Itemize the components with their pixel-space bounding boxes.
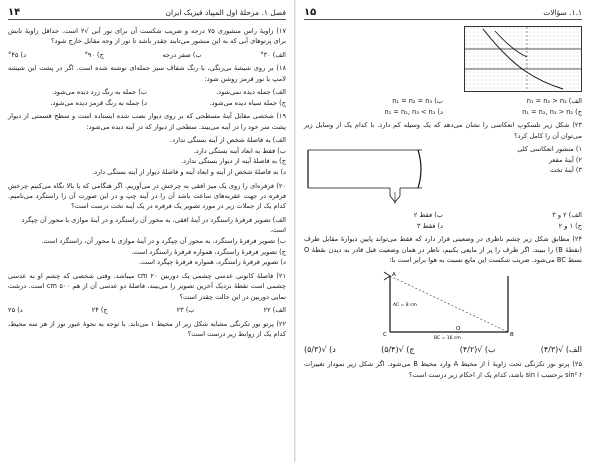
option: ب) صفر درجه xyxy=(162,50,202,59)
question-23: ۲۳) شکل زیر تلسکوپ انعکاسی را نشان می‌دهد که یک وسیله کم دارد. با کدام یک از وسایل زیر می‌توان آن را کامل کرد؟ xyxy=(304,121,582,140)
option: ج) ۲۴ xyxy=(91,306,108,314)
page-number: ۱۴ xyxy=(8,7,21,18)
option: ب) فقط ۲ xyxy=(413,211,443,219)
question-18: ۱۸) بر روی شیشهٔ بی‌رنگی، با رنگ شفاف سبز جمله‌ای نوشته شده است. اگر در پشت این شیشه لامپ با نور قرمز روشن شود: xyxy=(8,64,286,83)
question-19: ۱۹) شخصی مقابل آینهٔ مسطحی که بر روی دیوار نصب شده ایستاده است و سطح قسمتی از دیوار پشت سر خود را در آینه می‌بیند. سطحی از دیوار که در آینه دیده می‌شود: xyxy=(8,112,286,131)
option: د) n₁ = n₂, n₃ < n₂ xyxy=(384,107,443,116)
option: د) ۴۵° xyxy=(8,50,27,59)
label-ac: AC = 8 cm xyxy=(393,303,417,309)
question-23-options xyxy=(304,210,582,231)
option: الف) ۲۲ xyxy=(263,306,286,314)
label-a: A xyxy=(392,272,396,279)
option: ج) ۱ و ۲ xyxy=(558,221,582,230)
option: ج) ۹۰° xyxy=(84,50,104,59)
question-23-body xyxy=(304,144,582,206)
option: الف) √(۴/۳) xyxy=(540,345,582,355)
option: ج) به فاصلهٔ آینه از دیوار بستگی ندارد. xyxy=(181,157,286,166)
option: ب) ۲۳ xyxy=(176,306,195,314)
question-25: ۲۵) پرتو نور تکرنگی تحت زاویهٔ i از محیط A وارد محیط B می‌شود. اگر شکل زیر نمودار تغییرات sin² r برحسب sin i باشد، کدام یک از احکام زیر درست است؟ xyxy=(304,360,582,379)
option: د) جمله به رنگ قرمز دیده می‌شود. xyxy=(50,98,147,107)
option: د) ۲۵ xyxy=(8,306,23,314)
question-18-options xyxy=(8,87,286,108)
label-c: C xyxy=(383,332,387,339)
list-item: ۱) منشور انعکاسی کلی xyxy=(517,145,582,153)
option: ب) جمله به رنگ زرد دیده می‌شود. xyxy=(51,88,147,97)
running-title: فصل ۱. مرحلهٔ اول المپیاد فیزیک ایران xyxy=(165,8,286,17)
option: ج) √(۵/۴) xyxy=(381,345,415,355)
label-bc: BC = 16 cm xyxy=(434,336,461,341)
question-23-items xyxy=(517,144,582,176)
option: ج) جمله سیاه دیده می‌شود. xyxy=(209,98,286,107)
question-17-options xyxy=(8,50,286,61)
question-21: ۲۱) فاصلهٔ کانونی عدسی چشمی یک دوربین ۲۰ cm میباشد. وقتی شخصی که چشم او به عدسی چشمی است نقطهٔ نزدیک آخرین تصویر را می‌بیند، فاصلهٔ دو عدسی آن از هم ۵۰۰ cm است. درشت نمایی دوربین در این حالت چقدر است؟ xyxy=(8,271,286,301)
option: الف) ۳۰° xyxy=(260,50,286,59)
question-24: ۲۴) مطابق شکل زیر چشم ناظری در وضعیتی قرار دارد که فقط می‌تواند پایین دیوارهٔ مقابل ظرف (نقطهٔ B) را ببیند. اگر ظرف را پر از مایعی بکنیم، ناظر در همان وضعیت قبل قادر به دیدن نقطهٔ O بسط BC می‌شود. ضریب شکست این مایع نسبت به هوا برابر است با: xyxy=(304,235,582,264)
list-item: ۲) آینهٔ مقعر xyxy=(548,155,582,164)
label-o: O xyxy=(456,326,461,333)
question-22-options xyxy=(304,96,582,117)
option: الف) تصویر فرفرهٔ راستگرد در آینهٔ افقی، به محور آن راستگرد و در آینهٔ موازی با محور آن چپگرد است. xyxy=(21,215,286,235)
question-24-options xyxy=(304,344,582,356)
container-figure xyxy=(368,268,518,340)
question-21-options xyxy=(8,305,286,316)
telescope-figure xyxy=(304,144,426,206)
option: ب) فقط به ابعاد آینه بستگی دارد. xyxy=(193,146,286,155)
running-title: ۱.۱. سؤالات xyxy=(543,8,582,17)
option: د) تصویر فرفرهٔ راستگرد، همواره فرفرهٔ چپگرد است. xyxy=(139,258,286,267)
option: ب) n₁ = n₂ = n₃ xyxy=(392,97,443,105)
left-page xyxy=(0,0,294,462)
list-item: ۳) آینهٔ تخت xyxy=(549,166,582,175)
page-header xyxy=(8,6,286,20)
page-header xyxy=(304,6,582,20)
option: د) √(۵/۳) xyxy=(304,345,336,355)
option: الف) n₁ = n₂ > n₃ xyxy=(526,97,582,105)
label-b: B xyxy=(510,332,514,339)
option: الف) به فاصلهٔ شخص از آینه بستگی ندارد. xyxy=(169,136,286,145)
layers-diagram xyxy=(465,27,581,91)
option: ب) √(۴/۲) xyxy=(459,345,496,355)
option: ج) n₁ = n₂, n₃ > n₂ xyxy=(522,107,582,116)
right-page xyxy=(296,0,590,462)
option: د) به فاصلهٔ شخص از آینه و ابعاد آینه و فاصلهٔ دیوار از آینه بستگی دارد. xyxy=(92,168,286,176)
option: الف) ۲ و ۳ xyxy=(552,211,582,219)
option: د) فقط ۳ xyxy=(417,221,443,230)
option: ب) تصویر فرفرهٔ راستگرد، به محور آن چپگرد و در آینهٔ موازی با محور آن، راستگرد است. xyxy=(41,237,286,245)
option: الف) جمله دیده نمی‌شود. xyxy=(216,88,286,97)
option: ج) تصویر فرفرهٔ راستگرد، همواره فرفرهٔ راستگرد است. xyxy=(131,247,286,256)
page-number: ۱۵ xyxy=(304,7,317,18)
refraction-layers-figure xyxy=(464,26,582,92)
question-17: ۱۷) زاویهٔ راس منشوری ۷۵ درجه و ضریب شکست آن برای نور آبی √۲ است. حداقل زاویهٔ تابش برای پرتوهای آبی که به این منشور می‌تابند چقدر باشد تا نور از وجه مقابل خارج شود؟ xyxy=(8,27,287,46)
question-22: ۲۲) پرتو نور تکرنگی مشابه شکل زیر از محیط ۱ می‌تابد. با توجه به نحوهٔ عبور نور از هر سه محیط، کدام یک از روابط زیر درست است؟ xyxy=(8,319,286,338)
question-20: ۲۰) فرفره‌ای را روی یک میز افقی به چرخش در می‌آوریم. اگر هنگامی که با بالا نگاه می‌کنیم چرخش فرفره در جهت عقربه‌های ساعت باشد آن را در آینه چپ و در این صورت آن را راستگرد می‌نامیم. کدام یک از جملات زیر در مورد تصویر یک فرفره در یک آینه تخت درست است؟ xyxy=(8,181,286,211)
